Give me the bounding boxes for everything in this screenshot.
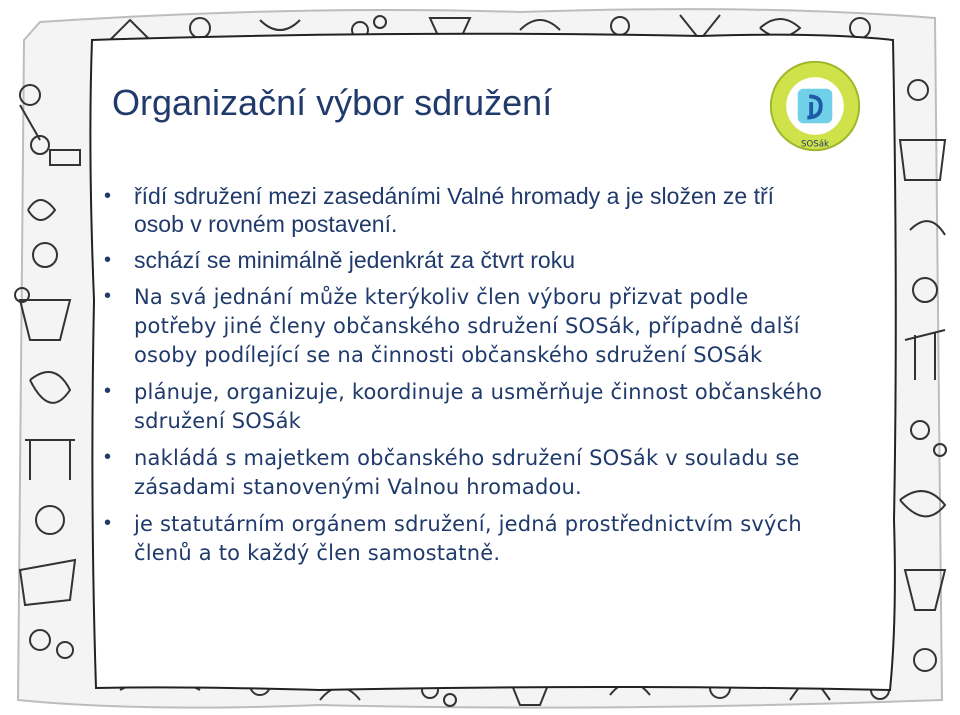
bullet-item <box>104 282 824 369</box>
bullet-list <box>104 182 824 575</box>
bullet-item <box>104 182 824 238</box>
bullet-item <box>104 246 824 274</box>
bullet-text: nakládá s majetkem občanského sdružení SOSák v souladu se zásadami stanovenými Valnou hromadou. <box>134 446 800 499</box>
bullet-text: plánuje, organizuje, koordinuje a usměrňuje činnost občanského sdružení SOSák <box>134 380 823 433</box>
bullet-item <box>104 377 824 435</box>
slide-title: Organizační výbor sdružení <box>112 82 553 123</box>
bullet-dot-icon: • <box>104 446 112 468</box>
sosak-logo-icon <box>767 58 863 154</box>
bullet-text: schází se minimálně jedenkrát za čtvrt roku <box>134 247 576 273</box>
bullet-text: řídí sdružení mezi zasedáními Valné hromady a je složen ze tří osob v rovném postavení. <box>134 183 775 237</box>
bullet-item <box>104 443 824 501</box>
bullet-dot-icon: • <box>104 249 112 271</box>
bullet-text: je statutárním orgánem sdružení, jedná prostřednictvím svých členů a to každý člen samostatně. <box>134 512 802 565</box>
bullet-text: Na svá jednání může kterýkoliv člen výboru přizvat podle potřeby jiné členy občanského sdružení SOSák, případně další osoby podílející se na činnosti občanského sdružení SOSák <box>134 285 800 367</box>
logo-text: SOSák <box>800 139 830 150</box>
bullet-dot-icon: • <box>104 285 112 307</box>
bullet-item <box>104 509 824 567</box>
bullet-dot-icon: • <box>104 512 112 534</box>
bullet-dot-icon: • <box>104 185 112 207</box>
bullet-dot-icon: • <box>104 380 112 402</box>
